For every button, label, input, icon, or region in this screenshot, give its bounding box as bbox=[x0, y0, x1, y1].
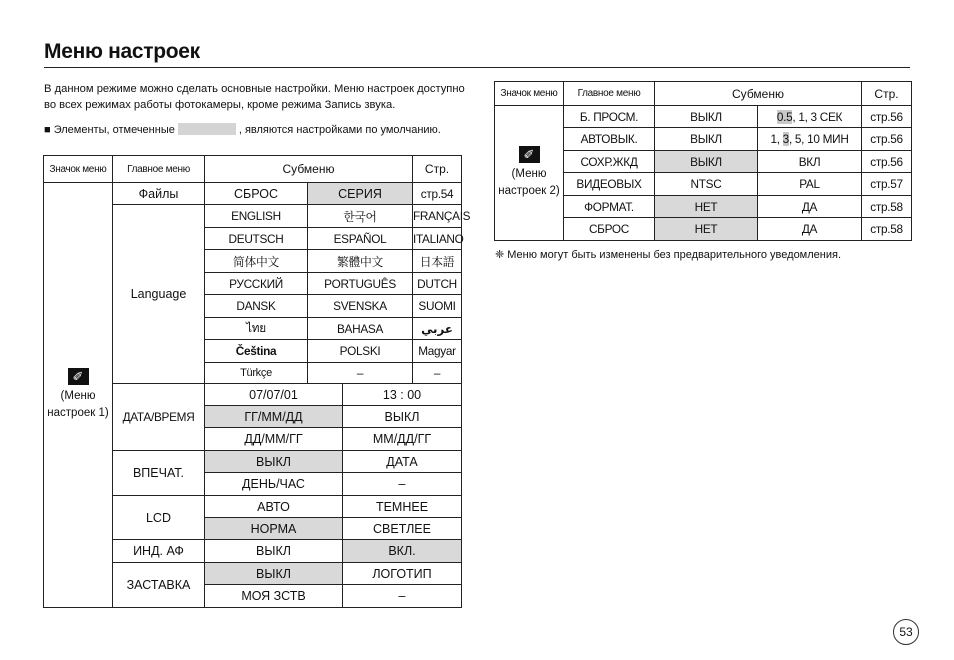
t2-opt1: ВЫКЛ bbox=[655, 151, 758, 173]
imprint-cell: ДЕНЬ/ЧАС bbox=[205, 473, 343, 496]
lang-cell: PORTUGUÊS bbox=[308, 273, 413, 295]
t2-opt2: PAL bbox=[758, 173, 862, 196]
t2-main: СОХР.ЖКД bbox=[564, 151, 655, 173]
date-cell: 07/07/01 bbox=[205, 384, 343, 406]
footnote: ❈ Меню могут быть изменены без предварительного уведомления. bbox=[495, 249, 842, 261]
imprint-cell: ВЫКЛ bbox=[205, 451, 343, 473]
mode-icon-cell bbox=[44, 183, 113, 608]
imprint-cell: – bbox=[343, 473, 462, 496]
t2-opt1: ВЫКЛ bbox=[655, 128, 758, 151]
t2-opt2: ДА bbox=[758, 196, 862, 218]
lang-cell: ENGLISH bbox=[205, 205, 308, 228]
t2-main: АВТОВЫК. bbox=[564, 128, 655, 151]
header-main: Главное меню bbox=[113, 156, 205, 183]
lang-cell: SVENSKA bbox=[308, 295, 413, 318]
t2-opt2 bbox=[758, 128, 862, 151]
t2-opt2-rest: , 5, 10 МИН bbox=[788, 132, 849, 146]
af-opt1: ВЫКЛ bbox=[205, 540, 343, 563]
settings-table-1 bbox=[43, 155, 471, 608]
t2-main: ФОРМАТ. bbox=[564, 196, 655, 218]
header-sub: Субменю bbox=[655, 82, 862, 106]
lang-cell: 한국어 bbox=[308, 205, 413, 228]
header-sub: Субменю bbox=[205, 156, 413, 183]
header-page: Стр. bbox=[862, 82, 912, 106]
files-opt1: СБРОС bbox=[205, 183, 308, 205]
lang-cell: 日本語 bbox=[413, 250, 462, 273]
t2-opt2: ДА bbox=[758, 218, 862, 241]
lcd-cell: СВЕТЛЕЕ bbox=[343, 518, 462, 540]
af-label: ИНД. АФ bbox=[113, 540, 205, 563]
mode-label: (Меню настроек 1) bbox=[47, 390, 109, 419]
af-opt2: ВКЛ. bbox=[343, 540, 462, 563]
files-label: Файлы bbox=[113, 183, 205, 205]
t2-page: стр.56 bbox=[862, 128, 912, 151]
screensaver-cell: ВЫКЛ bbox=[205, 563, 343, 585]
date-cell: ДД/ММ/ГГ bbox=[205, 428, 343, 451]
date-cell: ГГ/ММ/ДД bbox=[205, 406, 343, 428]
t2-main: СБРОС bbox=[564, 218, 655, 241]
lang-cell: DANSK bbox=[205, 295, 308, 318]
lang-cell: Türkçe bbox=[205, 363, 308, 384]
lcd-cell: ТЕМНЕЕ bbox=[343, 496, 462, 518]
lang-cell: 简体中文 bbox=[205, 250, 308, 273]
imprint-label: ВПЕЧАТ. bbox=[113, 451, 205, 496]
lang-cell: ITALIANO bbox=[413, 228, 462, 250]
files-opt2: СЕРИЯ bbox=[308, 183, 413, 205]
lang-cell: FRANÇAIS bbox=[413, 205, 462, 228]
lang-cell: – bbox=[413, 363, 462, 384]
t2-opt2-rest: , 1, 3 СЕК bbox=[792, 109, 843, 124]
mode-icon-cell bbox=[495, 106, 564, 241]
date-cell: ВЫКЛ bbox=[343, 406, 462, 428]
lang-cell: عربي bbox=[413, 318, 462, 340]
t2-opt1: NTSC bbox=[655, 173, 758, 196]
t2-page: стр.56 bbox=[862, 106, 912, 128]
screensaver-label: ЗАСТАВКА bbox=[113, 563, 205, 608]
lang-cell: SUOMI bbox=[413, 295, 462, 318]
lcd-cell: АВТО bbox=[205, 496, 343, 518]
header-icon: Значок меню bbox=[44, 156, 113, 183]
date-label: ДАТА/ВРЕМЯ bbox=[113, 384, 205, 451]
t2-opt2-default: 3 bbox=[782, 132, 789, 146]
t2-opt2: ВКЛ bbox=[758, 151, 862, 173]
default-note-prefix: ■ Элементы, отмеченные bbox=[44, 124, 175, 136]
screensaver-cell: – bbox=[343, 585, 462, 608]
default-swatch bbox=[178, 123, 236, 135]
lang-cell: 繁體中文 bbox=[308, 250, 413, 273]
lang-cell: РУССКИЙ bbox=[205, 273, 308, 295]
title-rule bbox=[44, 67, 910, 68]
wrench-icon: ✐ bbox=[68, 368, 89, 385]
intro-text: В данном режиме можно сделать основные настройки. Меню настроек доступно во всех режимах работы фотокамеры, кроме режима Запись звука. bbox=[44, 83, 465, 111]
t2-main: Б. ПРОСМ. bbox=[564, 106, 655, 128]
lang-cell: DUTCH bbox=[413, 273, 462, 295]
lang-cell: BAHASA bbox=[308, 318, 413, 340]
settings-table-2 bbox=[494, 81, 912, 241]
t2-page: стр.58 bbox=[862, 196, 912, 218]
header-icon: Значок меню bbox=[495, 82, 564, 106]
lang-cell: POLSKI bbox=[308, 340, 413, 363]
t2-opt2-default: 0.5 bbox=[776, 109, 793, 124]
t2-opt1: НЕТ bbox=[655, 196, 758, 218]
language-label: Language bbox=[113, 205, 205, 384]
t2-page: стр.56 bbox=[862, 151, 912, 173]
t2-opt1: ВЫКЛ bbox=[655, 106, 758, 128]
lang-cell: ESPAÑOL bbox=[308, 228, 413, 250]
page-title: Меню настроек bbox=[44, 40, 200, 63]
date-cell: ММ/ДД/ГГ bbox=[343, 428, 462, 451]
t2-opt2 bbox=[758, 106, 862, 128]
mode-label: (Меню настроек 2) bbox=[498, 168, 560, 197]
t2-page: стр.57 bbox=[862, 173, 912, 196]
default-note bbox=[44, 123, 441, 136]
lang-cell: Čeština bbox=[205, 340, 308, 363]
lcd-cell: НОРМА bbox=[205, 518, 343, 540]
header-page: Стр. bbox=[413, 156, 462, 183]
t2-main: ВИДЕОВЫХ bbox=[564, 173, 655, 196]
t2-opt1: НЕТ bbox=[655, 218, 758, 241]
date-cell: 13 : 00 bbox=[343, 384, 462, 406]
default-note-suffix: , являются настройками по умолчанию. bbox=[238, 124, 441, 136]
lang-cell: – bbox=[308, 363, 413, 384]
lcd-label: LCD bbox=[113, 496, 205, 540]
page-number: 53 bbox=[893, 619, 919, 645]
screensaver-cell: ЛОГОТИП bbox=[343, 563, 462, 585]
t2-opt2-pre: 1, bbox=[770, 132, 783, 146]
lang-cell: DEUTSCH bbox=[205, 228, 308, 250]
imprint-cell: ДАТА bbox=[343, 451, 462, 473]
screensaver-cell: МОЯ ЗСТВ bbox=[205, 585, 343, 608]
lang-cell: Magyar bbox=[413, 340, 462, 363]
t2-page: стр.58 bbox=[862, 218, 912, 241]
files-page: стр.54 bbox=[413, 183, 462, 205]
lang-cell: ไทย bbox=[205, 318, 308, 340]
header-main: Главное меню bbox=[564, 82, 655, 106]
wrench-icon: ✐ bbox=[519, 146, 540, 163]
